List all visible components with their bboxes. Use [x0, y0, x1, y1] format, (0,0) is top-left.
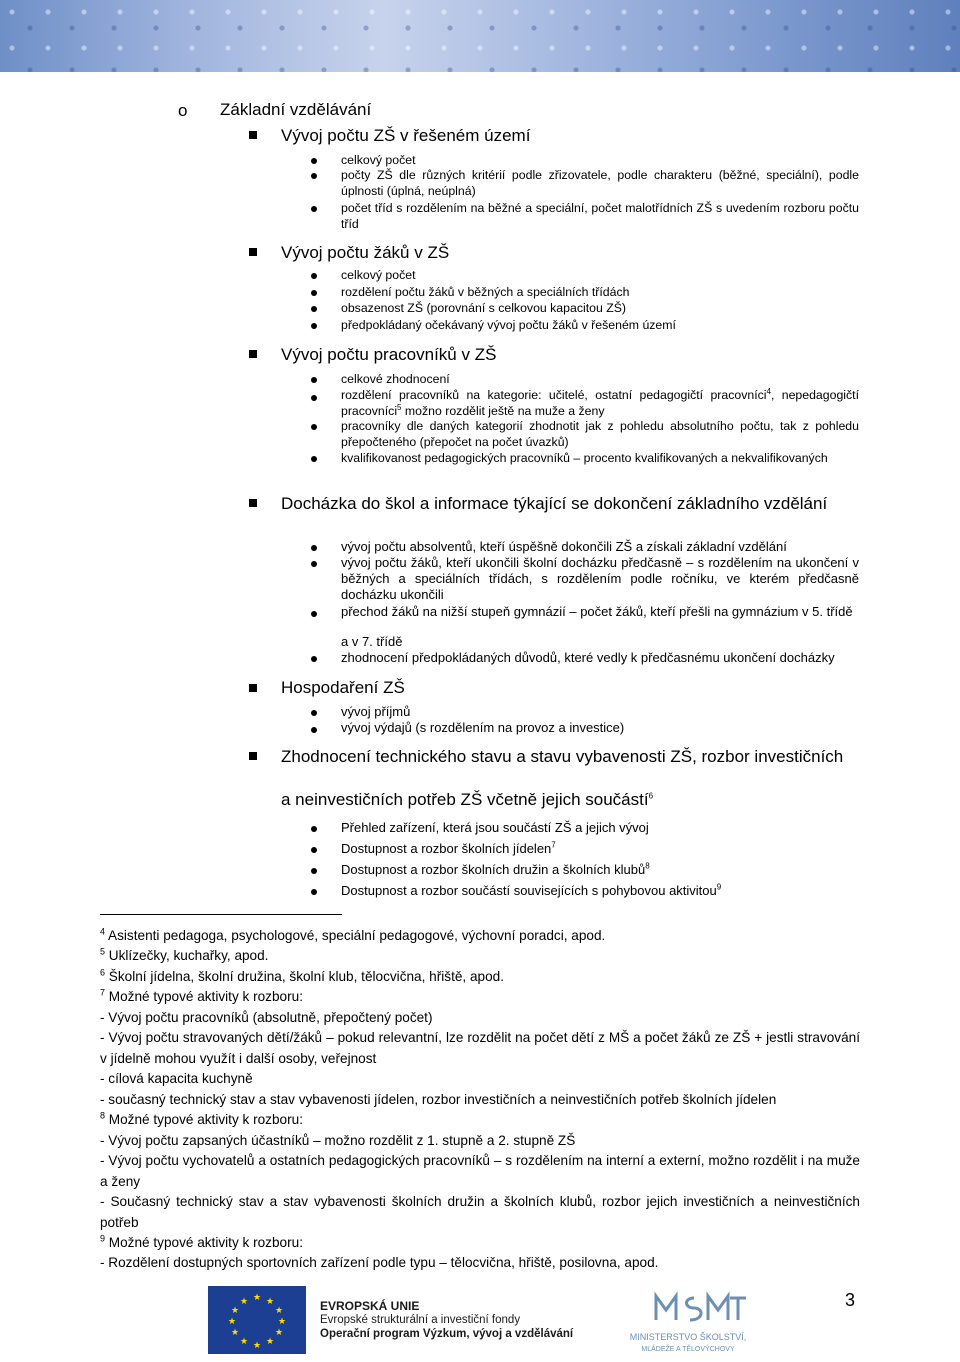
list-item: celkový počet	[341, 268, 416, 282]
bullet-icon	[311, 826, 317, 832]
svg-text:★: ★	[227, 1317, 237, 1327]
subsection-title: Vývoj počtu ZŠ v řešeném území	[281, 126, 531, 145]
square-bullet-icon	[249, 684, 257, 692]
bullet-icon	[311, 158, 317, 164]
footnote-number: 5	[100, 946, 106, 957]
eu-label: EVROPSKÁ UNIE	[320, 1299, 420, 1313]
footnote-number: 7	[100, 987, 106, 998]
svg-text:★: ★	[274, 1328, 284, 1338]
footnote-line: - Vývoj počtu vychovatelů a ostatních pedagogických pracovníků – s rozdělením na interní a externí, možno rozdělit i na muže a ženy	[100, 1153, 860, 1189]
subsection-title: Docházka do škol a informace týkající se dokončení základního vzdělání	[281, 494, 828, 513]
footnote-line: - současný technický stav a stav vybavenosti jídelen, rozbor investičních a neinvestičních potřeb školních jídelen	[100, 1092, 777, 1107]
subsection-title-continued	[281, 789, 653, 810]
footnote-number: 9	[100, 1233, 106, 1244]
programme-label: Operační program Výzkum, vývoj a vzdělávání	[320, 1328, 574, 1340]
bullet-icon	[311, 290, 317, 296]
footnote	[100, 1233, 860, 1254]
bullet-icon	[311, 323, 317, 329]
footnote-ref: 9	[716, 882, 722, 892]
bullet-icon	[311, 424, 317, 430]
footnote-number: 8	[100, 1110, 106, 1121]
list-item: vývoj počtu žáků, kteří ukončili školní docházku předčasně – s rozdělením na ukončení v běžných a speciálních třídách, s rozdělením podle ročníku, ve kterém předčasně docházku ukončili	[341, 555, 859, 602]
list-item: celkové zhodnocení	[341, 372, 450, 386]
svg-text:★: ★	[239, 1297, 249, 1307]
bullet-icon	[311, 611, 317, 617]
bullet-icon	[311, 273, 317, 279]
page-number: 3	[845, 1290, 856, 1310]
subsection-title: Vývoj počtu pracovníků v ZŠ	[281, 345, 497, 364]
list-item: zhodnocení předpokládaných důvodů, které vedly k předčasnému ukončení docházky	[341, 650, 835, 665]
footnote-ref: 7	[551, 840, 556, 850]
footnote-line: - Vývoj počtu stravovaných dětí/žáků – pokud relevantní, lze rozdělit na počet dětí z MŠ a počet žáků ze ZŠ + jestli stravování v jídelně mohou využít i další osoby, veřejnost	[100, 1030, 860, 1066]
svg-text:★: ★	[230, 1306, 240, 1316]
list-item	[341, 862, 859, 878]
subsection-title: Hospodaření ZŠ	[281, 678, 405, 697]
section-heading: Základní vzdělávání	[220, 100, 372, 119]
msmt-logo-icon	[620, 1290, 760, 1356]
list-item-text: možno rozdělit ještě na muže a ženy	[401, 404, 605, 418]
footnote	[100, 967, 860, 988]
list-item: celkový počet	[341, 153, 416, 167]
footnote-line: - Vývoj počtu pracovníků (absolutně, přepočtený počet)	[100, 1010, 433, 1025]
bullet-icon	[311, 656, 317, 662]
footnote-text: Možné typové aktivity k rozboru:	[108, 989, 303, 1004]
footnote-line: - cílová kapacita kuchyně	[100, 1071, 253, 1086]
bullet-icon	[311, 889, 317, 895]
list-item: počty ZŠ dle různých kritérií podle zřizovatele, podle charakteru (běžné, speciální), podle úplnosti (úplná, neúplná)	[341, 168, 859, 198]
svg-text:★: ★	[239, 1337, 249, 1347]
list-item: vývoj příjmů	[341, 704, 411, 719]
square-bullet-icon	[249, 350, 257, 358]
footnote-number: 6	[100, 967, 106, 978]
list-item	[341, 387, 859, 419]
ministry-name-line2: MLÁDEŽE A TĚLOVÝCHOVY	[641, 1346, 735, 1353]
list-item: počet tříd s rozdělením na běžné a speciální, počet malotřídních ZŠ s uvedením rozboru počtu tříd	[341, 201, 859, 231]
bullet-icon	[311, 206, 317, 212]
svg-text:★: ★	[230, 1328, 240, 1338]
list-item-text: Dostupnost a rozbor školních družin a školních klubů	[341, 862, 646, 877]
list-item: kvalifikovanost pedagogických pracovníků – procento kvalifikovaných a nekvalifikovaných	[341, 451, 828, 465]
footnote-line: - Vývoj počtu zapsaných účastníků – možno rozdělit z 1. stupně a 2. stupně ZŠ	[100, 1133, 576, 1148]
footnote-line: - Současný technický stav a stav vybavenosti školních družin a školních klubů, rozbor jejich investičních a neinvestičních potřeb	[100, 1194, 860, 1230]
subsection-title-text: a neinvestičních potřeb ZŠ včetně jejich součástí	[281, 790, 649, 809]
footnote	[100, 926, 860, 947]
bullet-icon	[311, 727, 317, 733]
footnote	[100, 1110, 860, 1131]
bullet-icon	[311, 395, 317, 401]
svg-text:★: ★	[265, 1337, 275, 1347]
svg-text:★: ★	[265, 1297, 275, 1307]
bullet-icon	[311, 377, 317, 383]
footnote-number: 4	[100, 926, 106, 937]
bullet-icon	[311, 306, 317, 312]
footnote-ref: 4	[766, 386, 771, 396]
subsection-title: Zhodnocení technického stavu a stavu vybavenosti ZŠ, rozbor investičních	[281, 747, 844, 766]
list-item: vývoj výdajů (s rozdělením na provoz a investice)	[341, 720, 625, 735]
list-item: obsazenost ZŠ (porovnání s celkovou kapacitou ZŠ)	[341, 301, 627, 315]
eu-funding-text	[320, 1299, 573, 1341]
bullet-icon	[311, 710, 317, 716]
footnote-ref: 8	[645, 861, 650, 871]
footnote-text: Možné typové aktivity k rozboru:	[108, 1112, 303, 1127]
ministry-logo	[620, 1290, 760, 1356]
funds-label: Evropské strukturální a investiční fondy	[320, 1314, 521, 1326]
bullet-icon	[311, 847, 317, 853]
list-item: předpokládaný očekávaný vývoj počtu žáků v řešeném území	[341, 318, 676, 332]
list-item	[341, 883, 859, 899]
list-item: přechod žáků na nižší stupeň gymnázií – počet žáků, kteří přešli na gymnázium v 5. třídě	[341, 604, 853, 619]
bullet-icon	[311, 545, 317, 551]
footnote-text: Možné typové aktivity k rozboru:	[108, 1235, 303, 1250]
bullet-icon	[311, 456, 317, 462]
svg-text:★: ★	[277, 1317, 287, 1327]
svg-text:★: ★	[252, 1293, 262, 1303]
header-banner	[0, 0, 960, 72]
bullet-icon	[311, 868, 317, 874]
list-marker: o	[178, 101, 188, 120]
list-item-text: , nepedagogičtí pracovníci	[341, 388, 859, 418]
subsection-title: Vývoj počtu žáků v ZŠ	[281, 243, 450, 262]
footnote-text: Uklízečky, kuchařky, apod.	[108, 948, 269, 963]
square-bullet-icon	[249, 131, 257, 139]
list-item: rozdělení počtu žáků v běžných a speciálních třídách	[341, 285, 630, 299]
square-bullet-icon	[249, 499, 257, 507]
list-item-text: rozdělení pracovníků na kategorie: učitelé, ostatní pedagogičtí pracovníci	[341, 388, 767, 402]
bullet-icon	[311, 173, 317, 179]
footnote	[100, 946, 860, 967]
ministry-name-line1: MINISTERSTVO ŠKOLSTVÍ,	[629, 1332, 747, 1342]
eu-stars-icon	[208, 1286, 306, 1354]
bullet-icon	[311, 561, 317, 567]
svg-text:★: ★	[252, 1341, 262, 1351]
list-item-text: Dostupnost a rozbor školních jídelen	[341, 841, 552, 856]
list-item-text: Dostupnost a rozbor součástí souvisejících s pohybovou aktivitou	[341, 883, 717, 898]
svg-text:★: ★	[274, 1306, 284, 1316]
square-bullet-icon	[249, 752, 257, 760]
list-item: a v 7. třídě	[341, 634, 403, 649]
list-item: Přehled zařízení, která jsou součástí ZŠ a jejich vývoj	[341, 820, 649, 835]
list-item	[341, 841, 859, 857]
footnote-text: Školní jídelna, školní družina, školní klub, tělocvična, hřiště, apod.	[108, 969, 504, 984]
eu-flag-logo	[208, 1286, 306, 1354]
footnote-separator	[100, 914, 342, 915]
footnote-ref: 5	[397, 402, 402, 412]
list-item: pracovníky dle daných kategorií zhodnotit jak z pohledu absolutního počtu, tak z pohledu přepočteného (přepočet na počet úvazků)	[341, 419, 859, 449]
footnote-ref: 6	[648, 791, 654, 801]
footnote	[100, 987, 860, 1008]
footnote-line: - Rozdělení dostupných sportovních zařízení podle typu – tělocvična, hřiště, posilovna, apod.	[100, 1255, 659, 1270]
footnote-text: Asistenti pedagoga, psychologové, speciální pedagogové, výchovní poradci, apod.	[108, 928, 606, 943]
square-bullet-icon	[249, 248, 257, 256]
list-item: vývoj počtu absolventů, kteří úspěšně dokončili ZŠ a získali základní vzdělání	[341, 539, 787, 554]
